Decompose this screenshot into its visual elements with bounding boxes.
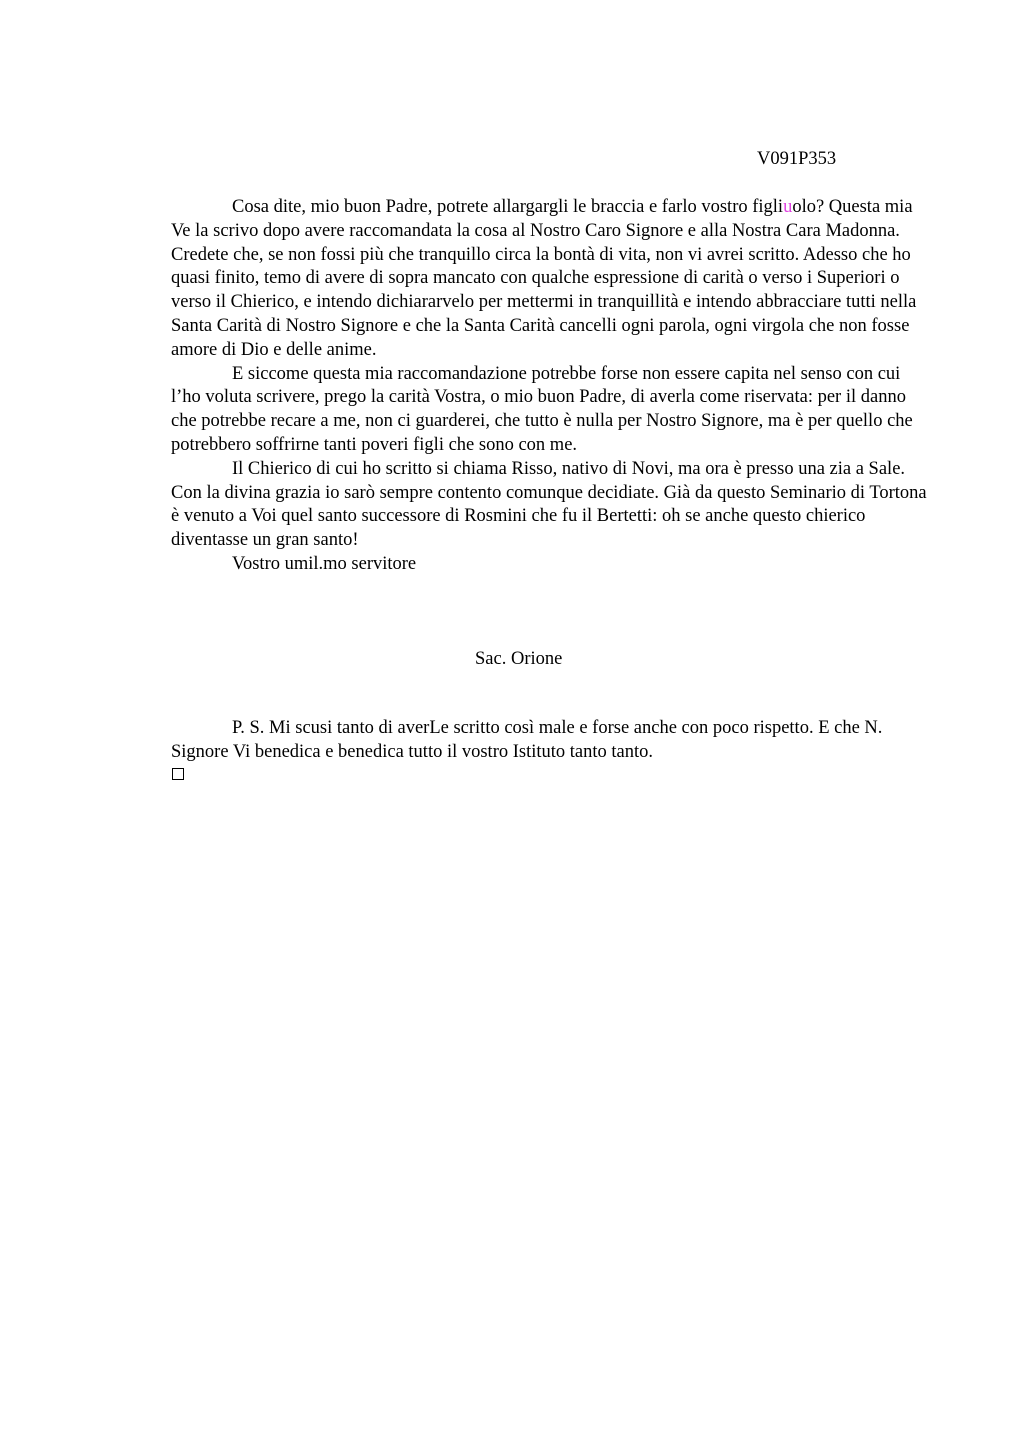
paragraph-1-end: olo? Questa mia Ve la scrivo dopo avere raccomandata la cosa al Nostro Caro Signore e alla Nostra Cara Madonna. Credete che, se non fossi più che tranquillo circa la bontà di vita, non vi avrei scritto. Adesso che ho quasi finito, temo di avere di sopra mancato con qualche espressione di carità o verso i Superiori o verso il Chierico, e intendo dichiararvelo per mettermi in tranquillità e intendo abbracciare tutti nella Santa Carità di Nostro Signore e che la Santa Carità cancelli ogni parola, ogni virgola che non fosse amore di Dio e delle anime.	[171, 197, 917, 360]
empty-box-icon	[172, 768, 184, 780]
signature: Sac. Orione	[475, 649, 563, 669]
paragraph-2: E siccome questa mia raccomandazione potrebbe forse non essere capita nel senso con cui l’ho voluta scrivere, prego la carità Vostra, o mio buon Padre, di averla come riservata: per il danno che potrebbe recare a me, non ci guarderei, che tutto è nulla per Nostro Signore, ma è per quello che potrebbero soffrirne tanti poveri figli che sono con me.	[171, 363, 913, 455]
paragraph-1-start: Cosa dite, mio buon Padre, potrete allargargli le braccia e farlo vostro figli	[232, 197, 784, 217]
postscript: P. S. Mi scusi tanto di averLe scritto così male e forse anche con poco rispetto. E che N. Signore Vi benedica e benedica tutto il vostro Istituto tanto tanto.	[171, 718, 883, 762]
closing-salutation: Vostro umil.mo servitore	[232, 553, 417, 574]
postscript-block	[171, 717, 931, 765]
paragraph-3: Il Chierico di cui ho scritto si chiama Risso, nativo di Novi, ma ora è presso una zia a Sale. Con la divina grazia io sarò sempre contento comunque decidiate. Già da questo Seminario di Tortona è venuto a Voi quel santo successore di Rosmini che fu il Bertetti: oh se anche questo chierico diventasse un gran santo!	[171, 458, 927, 551]
highlighted-letter: u	[783, 197, 793, 217]
document-id: V091P353	[757, 149, 837, 169]
paragraph-1	[171, 196, 931, 363]
letter-body	[171, 196, 931, 577]
